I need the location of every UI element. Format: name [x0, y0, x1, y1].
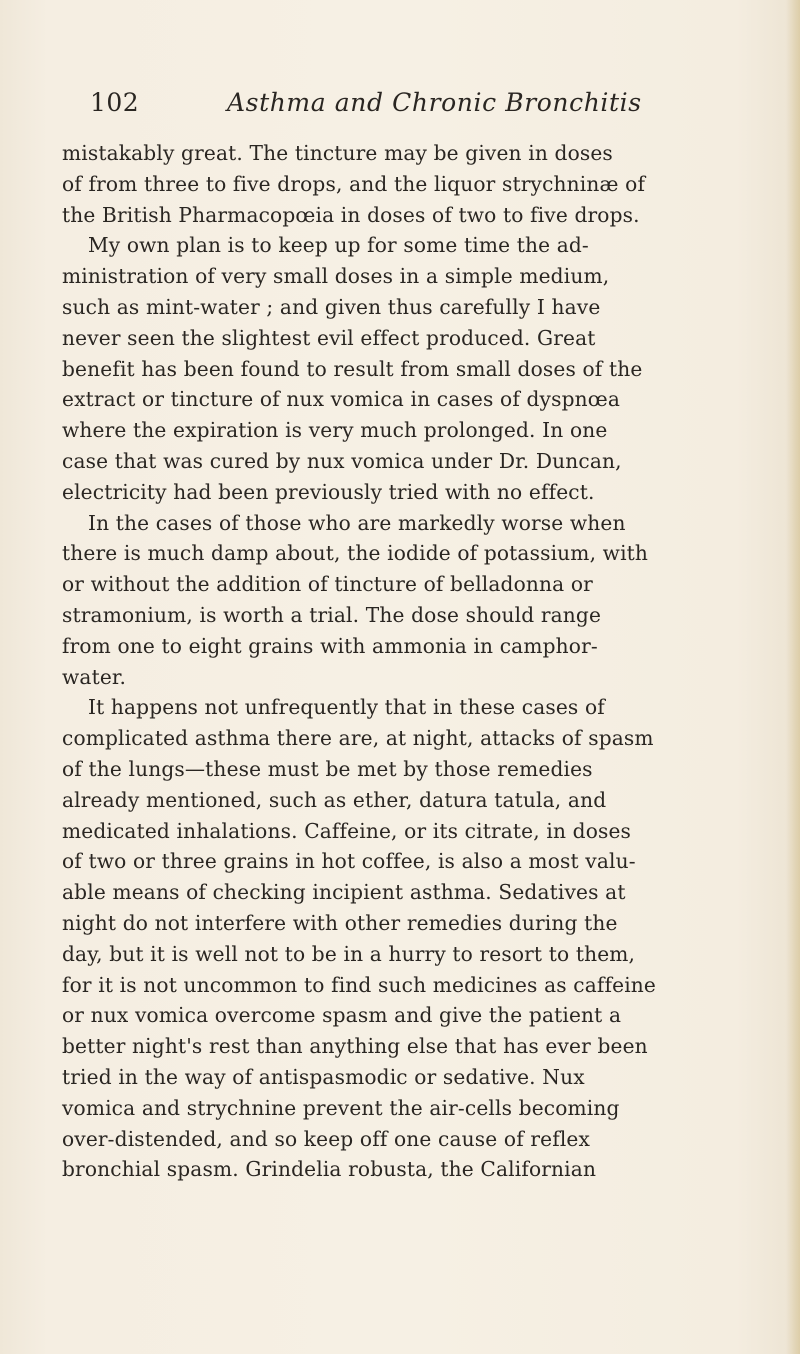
text-line: stramonium, is worth a trial. The dose should range: [62, 602, 602, 627]
text-line: My own plan is to keep up for some time the ad-: [88, 233, 589, 258]
text-line: the British Pharmacopœia in doses of two to five drops.: [62, 202, 640, 227]
text-line: bronchial spasm. Grindelia robusta, the Californian: [62, 1157, 597, 1182]
text-line: tried in the way of antispasmodic or sedative. Nux: [62, 1064, 585, 1089]
text-line: of two or three grains in hot coffee, is also a most valu-: [62, 849, 636, 874]
text-line: able means of checking incipient asthma. Sedatives at: [62, 880, 626, 905]
body-text: [62, 138, 796, 1185]
text-line: ministration of very small doses in a simple medium,: [62, 264, 610, 289]
text-line: day, but it is well not to be in a hurry to resort to them,: [62, 941, 636, 966]
page-number: 102: [90, 88, 140, 117]
running-head: [90, 88, 780, 128]
text-line: never seen the slightest evil effect produced. Great: [62, 325, 596, 350]
text-line: complicated asthma there are, at night, attacks of spasm: [62, 726, 654, 751]
text-line: It happens not unfrequently that in these cases of: [88, 695, 605, 720]
running-title: Asthma and Chronic Bronchitis: [227, 88, 642, 117]
text-line: better night's rest than anything else that has ever been: [62, 1034, 648, 1059]
text-line: there is much damp about, the iodide of potassium, with: [62, 541, 649, 566]
text-line: of the lungs—these must be met by those remedies: [62, 756, 593, 781]
text-line: where the expiration is very much prolonged. In one: [62, 418, 608, 443]
text-line: night do not interfere with other remedies during the: [62, 910, 618, 935]
text-line: In the cases of those who are markedly worse when: [88, 510, 626, 535]
text-line: medicated inhalations. Caffeine, or its citrate, in doses: [62, 818, 632, 843]
text-line: case that was cured by nux vomica under Dr. Duncan,: [62, 448, 622, 473]
text-line: of from three to five drops, and the liquor strychninæ of: [62, 171, 646, 196]
text-line: already mentioned, such as ether, datura tatula, and: [62, 787, 607, 812]
text-line: benefit has been found to result from small doses of the: [62, 356, 643, 381]
text-line: electricity had been previously tried with no effect.: [62, 479, 595, 504]
text-line: or nux vomica overcome spasm and give the patient a: [62, 1003, 622, 1028]
text-line: for it is not uncommon to find such medicines as caffeine: [62, 972, 657, 997]
text-line: or without the addition of tincture of belladonna or: [62, 572, 593, 597]
text-line: water.: [62, 664, 127, 689]
text-line: mistakably great. The tincture may be given in doses: [62, 141, 613, 165]
text-line: over-distended, and so keep off one cause of reflex: [62, 1126, 591, 1151]
text-line: extract or tincture of nux vomica in cases of dyspnœa: [62, 387, 621, 412]
text-line: vomica and strychnine prevent the air-cells becoming: [62, 1095, 620, 1120]
text-line: such as mint-water ; and given thus carefully I have: [62, 294, 601, 319]
text-line: from one to eight grains with ammonia in camphor-: [62, 633, 598, 658]
